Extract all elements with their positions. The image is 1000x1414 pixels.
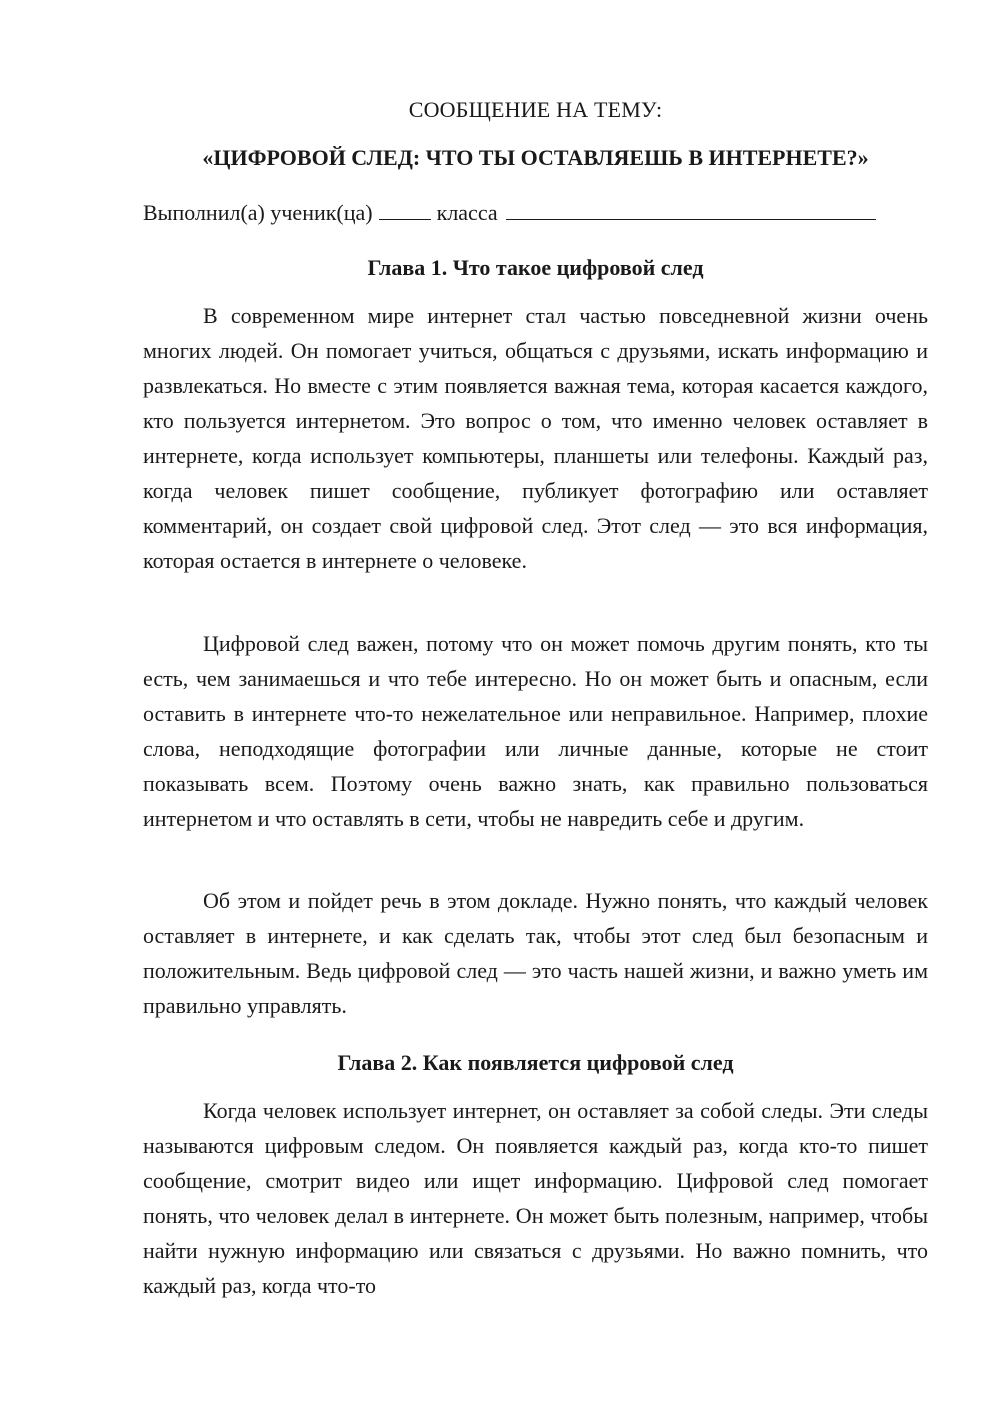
chapter-2-heading: Глава 2. Как появляется цифровой след: [337, 1050, 734, 1075]
author-prefix: Выполнил(а) ученик(ца): [143, 200, 373, 225]
chapter-1-paragraph-3: Об этом и пойдет речь в этом докладе. Нужно понять, что каждый человек оставляет в интернете, и как сделать так, чтобы этот след был безопасным и положительным. Ведь цифровой след — это часть нашей жизни, и важно уметь им правильно управлять.: [143, 888, 928, 1018]
chapter-1-paragraph-1: В современном мире интернет стал частью повседневной жизни очень многих людей. Он помогает учиться, общаться с друзьями, искать информацию и развлекаться. Но вместе с этим появляется важная тема, которая касается каждого, кто пользуется интернетом. Это вопрос о том, что именно человек оставляет в интернете, когда использует компьютеры, планшеты или телефоны. Каждый раз, когда человек пишет сообщение, публикует фотографию или оставляет комментарий, он создает свой цифровой след. Этот след — это вся информация, которая остается в интернете о человеке.: [143, 303, 928, 573]
document-title-line-1: СООБЩЕНИЕ НА ТЕМУ:: [408, 97, 663, 122]
name-blank: [506, 197, 876, 220]
document-title-line-2: «ЦИФРОВОЙ СЛЕД: ЧТО ТЫ ОСТАВЛЯЕШЬ В ИНТЕРНЕТЕ?»: [202, 145, 869, 170]
grade-blank: [379, 197, 431, 220]
author-line: [143, 195, 928, 230]
chapter-2-paragraph-1: Когда человек использует интернет, он оставляет за собой следы. Эти следы называются цифровым следом. Он появляется каждый раз, когда кто-то пишет сообщение, смотрит видео или ищет информацию. Цифровой след помогает понять, что человек делал в интернете. Он может быть полезным, например, чтобы найти нужную информацию или связаться с друзьями. Но важно помнить, что каждый раз, когда что-то: [143, 1098, 928, 1298]
author-class-word: класса: [436, 200, 498, 225]
chapter-1-paragraph-2: Цифровой след важен, потому что он может помочь другим понять, кто ты есть, чем занимаешься и что тебе интересно. Но он может быть и опасным, если оставить в интернете что-то нежелательное или неправильное. Например, плохие слова, неподходящие фотографии или личные данные, которые не стоит показывать всем. Поэтому очень важно знать, как правильно пользоваться интернетом и что оставлять в сети, чтобы не навредить себе и другим.: [143, 631, 928, 831]
chapter-1-heading: Глава 1. Что такое цифровой след: [367, 255, 704, 280]
